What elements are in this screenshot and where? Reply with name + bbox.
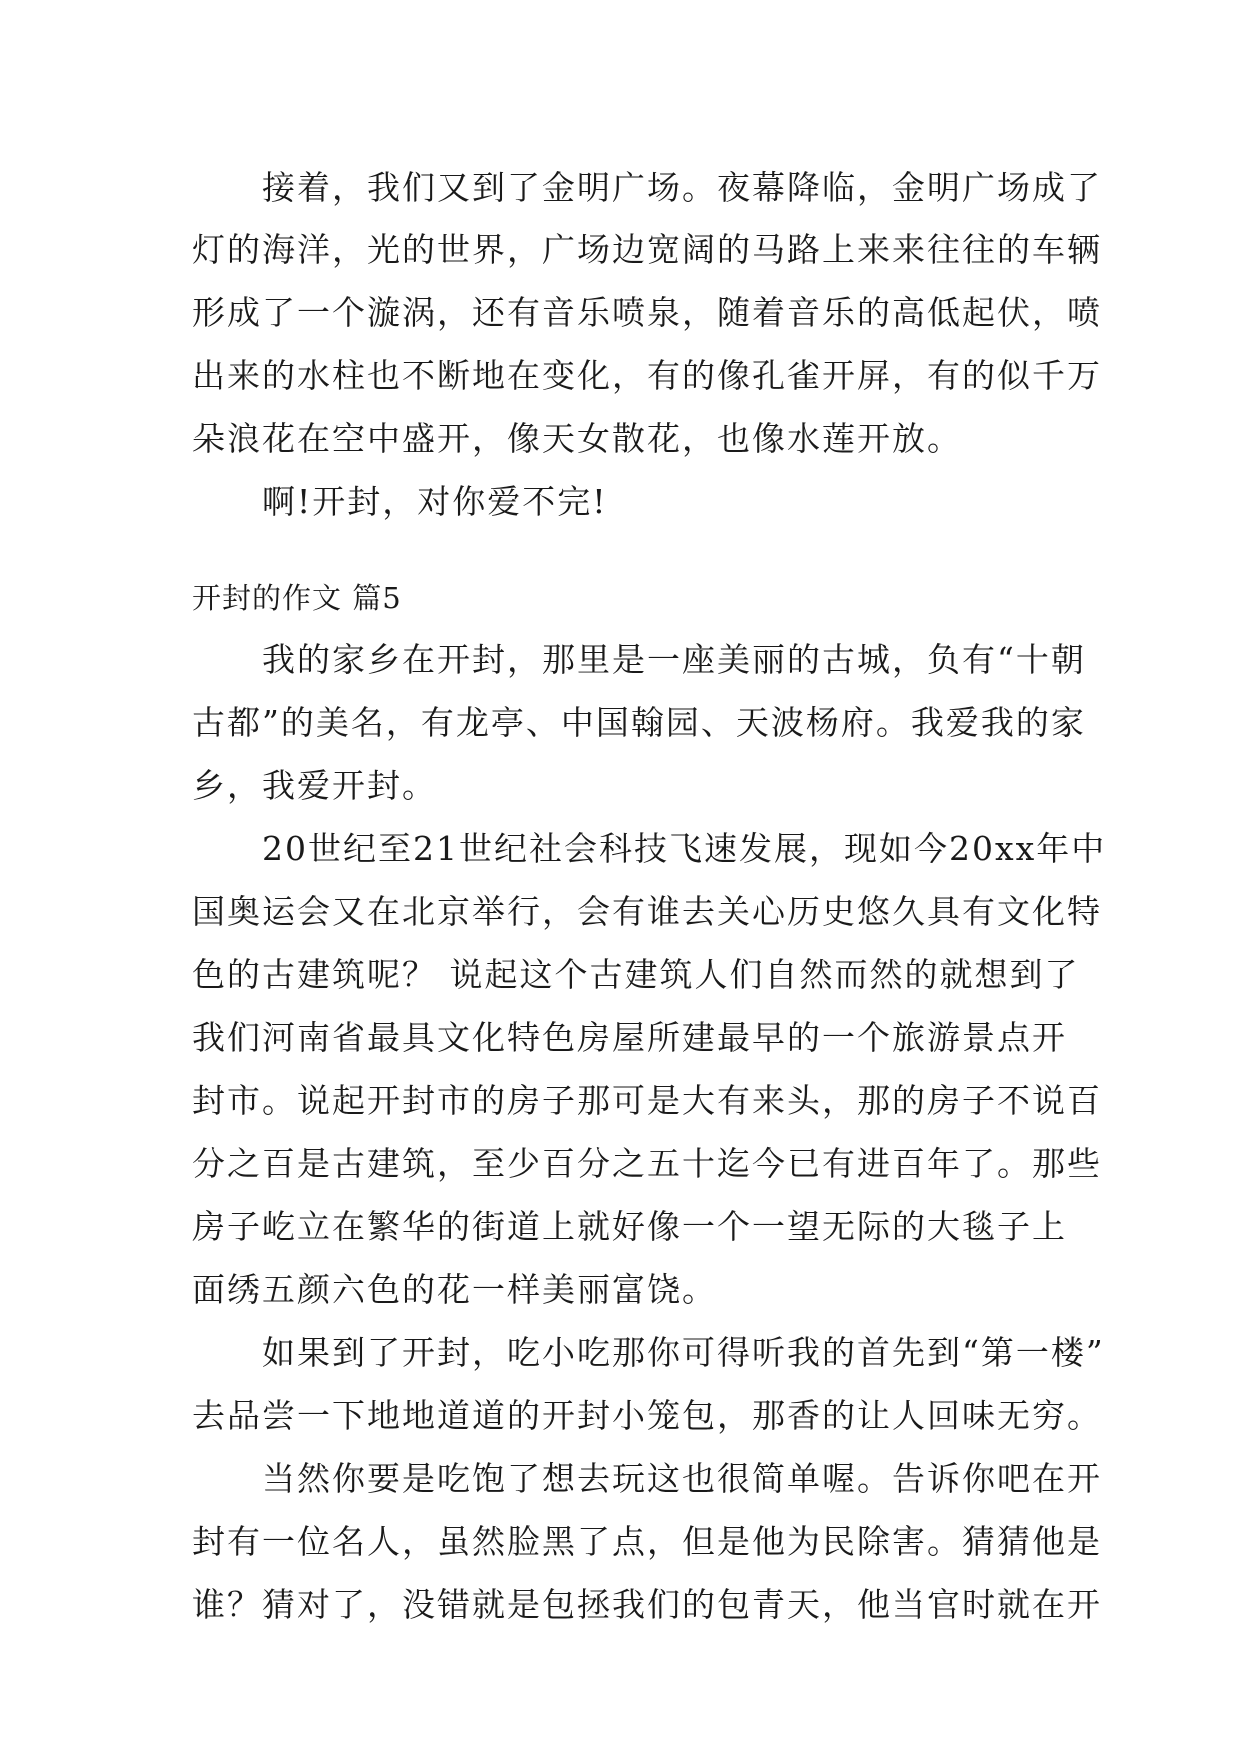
paragraph-line: 分之百是古建筑，至少百分之五十迄今已有进百年了。那些 bbox=[192, 1144, 1102, 1183]
paragraph-line: 啊!开封，对你爱不完! bbox=[192, 482, 608, 521]
paragraph-line: 谁？猜对了，没错就是包拯我们的包青天，他当官时就在开 bbox=[192, 1585, 1102, 1624]
paragraph-line: 当然你要是吃饱了想去玩这也很简单喔。告诉你吧在开 bbox=[192, 1459, 1102, 1498]
paragraph-line: 面绣五颜六色的花一样美丽富饶。 bbox=[192, 1270, 717, 1309]
paragraph-line: 色的古建筑呢？ 说起这个古建筑人们自然而然的就想到了 bbox=[192, 955, 1080, 994]
paragraph-line: 如果到了开封，吃小吃那你可得听我的首先到“第一楼” bbox=[192, 1333, 1105, 1372]
section-heading: 开封的作文 篇5 bbox=[192, 581, 402, 615]
paragraph-line: 我的家乡在开封，那里是一座美丽的古城，负有“十朝 bbox=[192, 640, 1086, 679]
paragraph-line: 封市。说起开封市的房子那可是大有来头，那的房子不说百 bbox=[192, 1081, 1102, 1120]
paragraph-line: 灯的海洋，光的世界，广场边宽阔的马路上来来往往的车辆 bbox=[192, 230, 1102, 269]
paragraph-line: 国奥运会又在北京举行，会有谁去关心历史悠久具有文化特 bbox=[192, 892, 1102, 931]
paragraph-line: 我们河南省最具文化特色房屋所建最早的一个旅游景点开 bbox=[192, 1018, 1067, 1057]
paragraph-line: 接着，我们又到了金明广场。夜幕降临，金明广场成了 bbox=[192, 168, 1102, 207]
paragraph-line: 古都”的美名，有龙亭、中国翰园、天波杨府。我爱我的家 bbox=[192, 703, 1086, 742]
paragraph-line: 封有一位名人，虽然脸黑了点，但是他为民除害。猜猜他是 bbox=[192, 1522, 1102, 1561]
paragraph-line: 形成了一个漩涡，还有音乐喷泉，随着音乐的高低起伏，喷 bbox=[192, 293, 1102, 332]
paragraph-line: 乡，我爱开封。 bbox=[192, 766, 437, 805]
paragraph-line: 20世纪至21世纪社会科技飞速发展，现如今20xx年中 bbox=[192, 829, 1107, 868]
paragraph-line: 去品尝一下地地道道的开封小笼包，那香的让人回味无穷。 bbox=[192, 1396, 1102, 1435]
paragraph-line: 出来的水柱也不断地在变化，有的像孔雀开屏，有的似千万 bbox=[192, 356, 1102, 395]
paragraph-line: 朵浪花在空中盛开，像天女散花，也像水莲开放。 bbox=[192, 419, 962, 458]
paragraph-line: 房子屹立在繁华的街道上就好像一个一望无际的大毯子上 bbox=[192, 1207, 1067, 1246]
